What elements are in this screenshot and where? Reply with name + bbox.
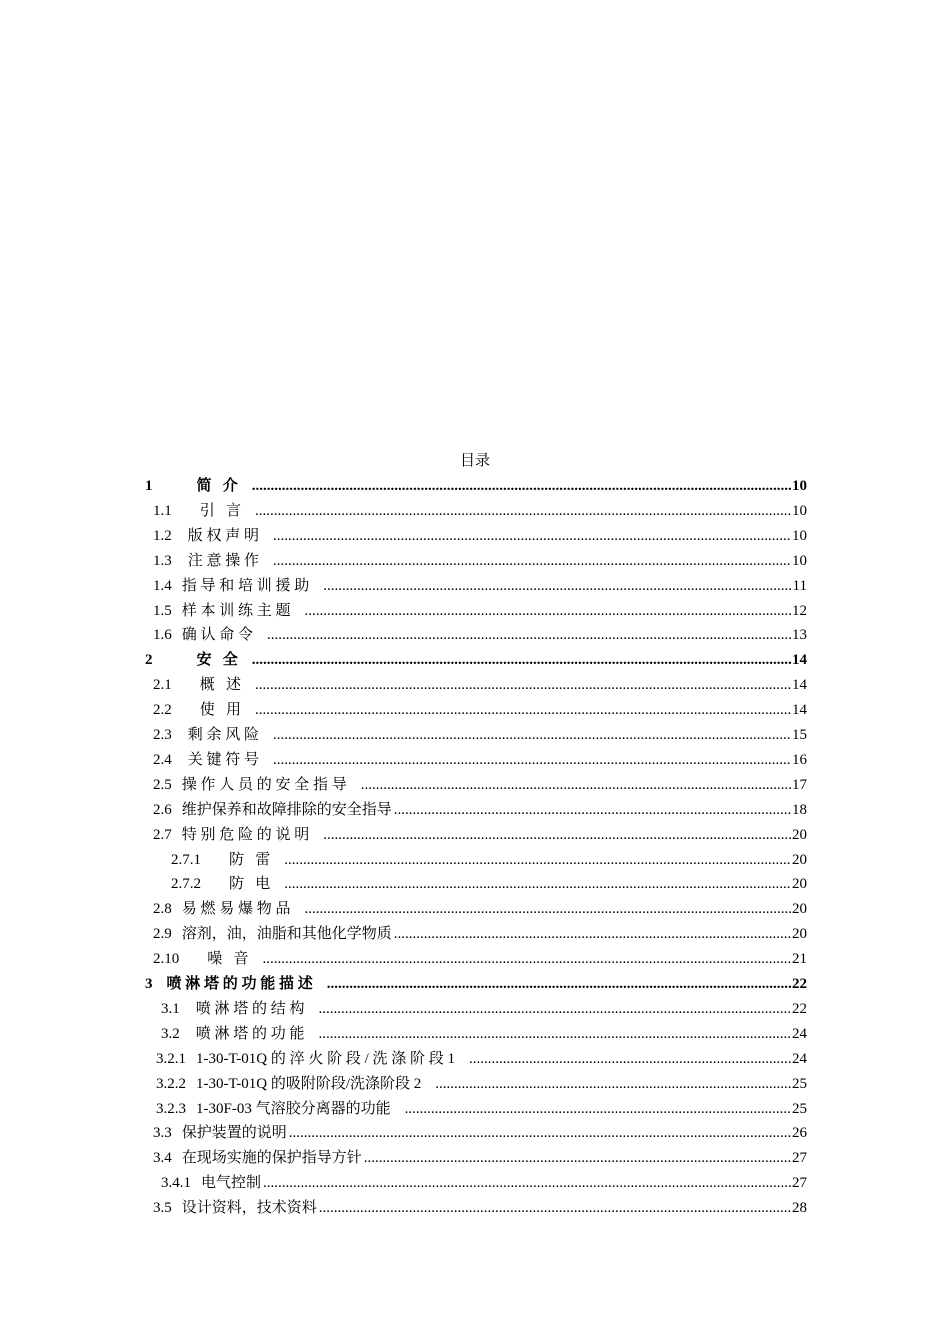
toc-entry[interactable] bbox=[171, 848, 807, 873]
toc-entry-label: 维护保养和故障排除的安全指导 bbox=[181, 801, 392, 818]
toc-entry[interactable] bbox=[153, 897, 807, 922]
toc-entry[interactable] bbox=[153, 1196, 807, 1221]
toc-leader-dots bbox=[305, 599, 791, 624]
toc-entry-label: 确 认 命 令 bbox=[181, 627, 254, 644]
toc-entry-number: 3.4.1 bbox=[161, 1175, 191, 1192]
toc-leader-dots bbox=[284, 872, 791, 897]
toc-entry[interactable] bbox=[153, 549, 807, 574]
toc-entry-number: 3 bbox=[145, 976, 153, 992]
toc-entry-number: 1.3 bbox=[153, 552, 172, 569]
toc-entry[interactable] bbox=[153, 623, 807, 648]
toc-entry[interactable] bbox=[153, 798, 807, 823]
toc-leader-dots bbox=[267, 623, 791, 648]
toc-entry-label: 版 权 声 明 bbox=[187, 527, 260, 544]
toc-entry-page: 20 bbox=[792, 826, 807, 843]
toc-entry-number: 1.5 bbox=[153, 602, 172, 619]
toc-entry-page: 10 bbox=[792, 502, 807, 519]
toc-entry-number: 3.2.1 bbox=[156, 1050, 186, 1067]
toc-entry-label: 设计资料，技术资料 bbox=[181, 1200, 317, 1217]
toc-entry[interactable] bbox=[153, 574, 807, 599]
toc-entry-number: 2.5 bbox=[153, 776, 172, 793]
toc-entry-number: 3.3 bbox=[153, 1125, 172, 1142]
toc-entry-label: 电气控制 bbox=[201, 1175, 262, 1192]
toc-leader-dots bbox=[327, 972, 791, 997]
toc-entry-page: 25 bbox=[792, 1075, 807, 1092]
toc-entry[interactable] bbox=[153, 1146, 807, 1171]
toc-leader-dots bbox=[364, 1146, 791, 1171]
toc-leader-dots bbox=[323, 823, 791, 848]
toc-entry-number: 2 bbox=[145, 652, 153, 669]
toc-entry-number: 3.2.2 bbox=[156, 1075, 186, 1092]
toc-entry[interactable] bbox=[145, 474, 807, 499]
toc-entry-label: 1-30-T-01Q 的吸附阶段/洗涤阶段 2 bbox=[196, 1075, 422, 1092]
toc-leader-dots bbox=[319, 1022, 791, 1047]
toc-leader-dots bbox=[323, 574, 791, 599]
toc-leader-dots bbox=[289, 1121, 791, 1146]
toc-entry-label: 1-30F-03 气溶胶分离器的功能 bbox=[196, 1100, 391, 1117]
toc-entry[interactable] bbox=[156, 1047, 807, 1072]
toc-entry-page: 21 bbox=[792, 951, 807, 968]
toc-leader-dots bbox=[255, 499, 791, 524]
toc-entry[interactable] bbox=[153, 748, 807, 773]
toc-entry-page: 22 bbox=[792, 1000, 807, 1017]
toc-entry-page: 20 bbox=[792, 901, 807, 918]
toc-entry-label: 保护装置的说明 bbox=[181, 1125, 287, 1142]
toc-entry-number: 3.1 bbox=[161, 1000, 180, 1017]
toc-leader-dots bbox=[284, 848, 791, 873]
toc-leader-dots bbox=[255, 673, 791, 698]
toc-entry[interactable] bbox=[153, 499, 807, 524]
toc-leader-dots bbox=[405, 1097, 791, 1122]
toc-entry-label: 指 导 和 培 训 援 助 bbox=[181, 577, 310, 594]
toc-entry[interactable] bbox=[153, 947, 807, 972]
toc-leader-dots bbox=[252, 648, 791, 673]
toc-entry-label: 关 键 符 号 bbox=[187, 751, 260, 768]
toc-entry-number: 2.7.1 bbox=[171, 851, 201, 868]
toc-entry[interactable] bbox=[153, 823, 807, 848]
toc-entry-page: 18 bbox=[792, 801, 807, 818]
toc-entry[interactable] bbox=[161, 1022, 807, 1047]
toc-leader-dots bbox=[394, 922, 791, 947]
toc-entry-label: 注 意 操 作 bbox=[187, 552, 260, 569]
toc-entry-label: 溶剂，油，油脂和其他化学物质 bbox=[181, 926, 392, 943]
toc-entry-label: 防 雷 bbox=[229, 851, 271, 868]
toc-entry-label: 使 用 bbox=[199, 702, 242, 719]
toc-entry-number: 1.6 bbox=[153, 627, 172, 644]
toc-entry-number: 2.6 bbox=[153, 801, 172, 818]
toc-entry[interactable] bbox=[145, 648, 807, 673]
toc-entry-label: 简 介 bbox=[196, 478, 238, 494]
toc-leader-dots bbox=[273, 524, 791, 549]
toc-entry-label: 喷 淋 塔 的 功 能 bbox=[195, 1025, 305, 1042]
toc-entry-page: 17 bbox=[792, 776, 807, 793]
toc-entry[interactable] bbox=[153, 524, 807, 549]
toc-entry-page: 28 bbox=[792, 1200, 807, 1217]
toc-entry[interactable] bbox=[153, 723, 807, 748]
toc-entry-page: 20 bbox=[792, 876, 807, 893]
toc-leader-dots bbox=[255, 698, 791, 723]
toc-entry-label: 引 言 bbox=[199, 502, 242, 519]
toc-leader-dots bbox=[435, 1072, 791, 1097]
toc-entry-number: 1.2 bbox=[153, 527, 172, 544]
toc-title: 目录 bbox=[459, 453, 490, 469]
toc-entry[interactable] bbox=[153, 922, 807, 947]
toc-entry-number: 2.9 bbox=[153, 926, 172, 943]
toc-leader-dots bbox=[263, 947, 791, 972]
toc-entry[interactable] bbox=[145, 972, 807, 997]
toc-leader-dots bbox=[319, 997, 791, 1022]
toc-entry-page: 15 bbox=[792, 727, 807, 743]
toc-entry-label: 在现场实施的保护指导方针 bbox=[181, 1150, 362, 1167]
toc-entry-number: 3.2.3 bbox=[156, 1100, 186, 1117]
toc-entry[interactable] bbox=[153, 698, 807, 723]
toc-entry-label: 防 电 bbox=[229, 876, 271, 893]
toc-entry-page: 27 bbox=[792, 1150, 807, 1167]
toc-entry-label: 噪 音 bbox=[207, 951, 249, 968]
toc-entry[interactable] bbox=[161, 997, 807, 1022]
toc-entry-number: 3.4 bbox=[153, 1150, 172, 1167]
toc-entry[interactable] bbox=[153, 599, 807, 624]
toc-entry-page: 26 bbox=[792, 1125, 807, 1142]
toc-leader-dots bbox=[273, 549, 791, 574]
toc-entry[interactable] bbox=[153, 673, 807, 698]
toc-entry-page: 11 bbox=[792, 577, 807, 594]
toc-entry-number: 2.7.2 bbox=[171, 876, 201, 893]
toc-entry-number: 2.7 bbox=[153, 826, 172, 843]
toc-entry-label: 易 燃 易 爆 物 品 bbox=[181, 901, 291, 918]
toc-entry-number: 2.2 bbox=[153, 702, 172, 719]
toc-leader-dots bbox=[394, 798, 791, 823]
toc-entry-label: 喷 淋 塔 的 功 能 描 述 bbox=[166, 976, 313, 992]
toc-entry-page: 24 bbox=[792, 1050, 807, 1067]
toc-entry-page: 25 bbox=[792, 1100, 807, 1117]
toc-entry-label: 样 本 训 练 主 题 bbox=[181, 602, 291, 619]
toc-entry-page: 22 bbox=[792, 976, 807, 992]
toc-entry-label: 特 别 危 险 的 说 明 bbox=[181, 826, 310, 843]
toc-entry-number: 3.2 bbox=[161, 1025, 180, 1042]
toc-entry-number: 1.1 bbox=[153, 502, 172, 519]
toc-entry-page: 14 bbox=[792, 677, 807, 694]
toc-entry-number: 2.8 bbox=[153, 901, 172, 918]
toc-entry[interactable] bbox=[153, 1121, 807, 1146]
toc-entry-page: 10 bbox=[792, 527, 807, 544]
toc-entry-page: 20 bbox=[792, 851, 807, 868]
toc-entry-label: 1-30-T-01Q 的 淬 火 阶 段 / 洗 涤 阶 段 1 bbox=[196, 1050, 456, 1067]
toc-entry-page: 20 bbox=[792, 926, 807, 943]
toc-entry[interactable] bbox=[153, 773, 807, 798]
toc-entry[interactable] bbox=[156, 1097, 807, 1122]
toc-entry[interactable] bbox=[156, 1072, 807, 1097]
toc-entry-page: 10 bbox=[792, 552, 807, 569]
toc-entry-number: 2.10 bbox=[153, 951, 180, 968]
toc-entry-label: 操 作 人 员 的 安 全 指 导 bbox=[181, 776, 347, 793]
toc-entry-number: 3.5 bbox=[153, 1200, 172, 1217]
toc-entry-page: 14 bbox=[792, 702, 807, 719]
toc-leader-dots bbox=[273, 748, 791, 773]
toc-entry-label: 安 全 bbox=[196, 652, 238, 669]
toc-entry-number: 2.4 bbox=[153, 751, 172, 768]
toc-entry-page: 16 bbox=[792, 751, 807, 768]
toc-entry-number: 2.3 bbox=[153, 727, 172, 743]
toc-entry-number: 1.4 bbox=[153, 577, 172, 594]
toc-leader-dots bbox=[263, 1171, 791, 1196]
toc-entry-page: 27 bbox=[792, 1175, 807, 1192]
toc-entry-number: 1 bbox=[145, 478, 153, 494]
toc-entry-page: 10 bbox=[792, 478, 807, 494]
toc-entry-page: 24 bbox=[792, 1025, 807, 1042]
toc-entry[interactable] bbox=[171, 872, 807, 897]
toc-leader-dots bbox=[305, 897, 791, 922]
toc-leader-dots bbox=[469, 1047, 791, 1072]
toc-entry-page: 14 bbox=[792, 652, 807, 669]
toc-entry-label: 剩 余 风 险 bbox=[187, 727, 260, 743]
toc-leader-dots bbox=[361, 773, 791, 798]
toc-entry-label: 概 述 bbox=[199, 677, 242, 694]
toc-leader-dots bbox=[252, 474, 791, 499]
toc-entry-label: 喷 淋 塔 的 结 构 bbox=[195, 1000, 305, 1017]
toc-entry-page: 13 bbox=[792, 627, 807, 644]
toc-leader-dots bbox=[273, 723, 791, 748]
toc-leader-dots bbox=[319, 1196, 791, 1221]
toc-entry-number: 2.1 bbox=[153, 677, 172, 694]
toc-entry-page: 12 bbox=[792, 602, 807, 619]
toc-entry[interactable] bbox=[161, 1171, 807, 1196]
